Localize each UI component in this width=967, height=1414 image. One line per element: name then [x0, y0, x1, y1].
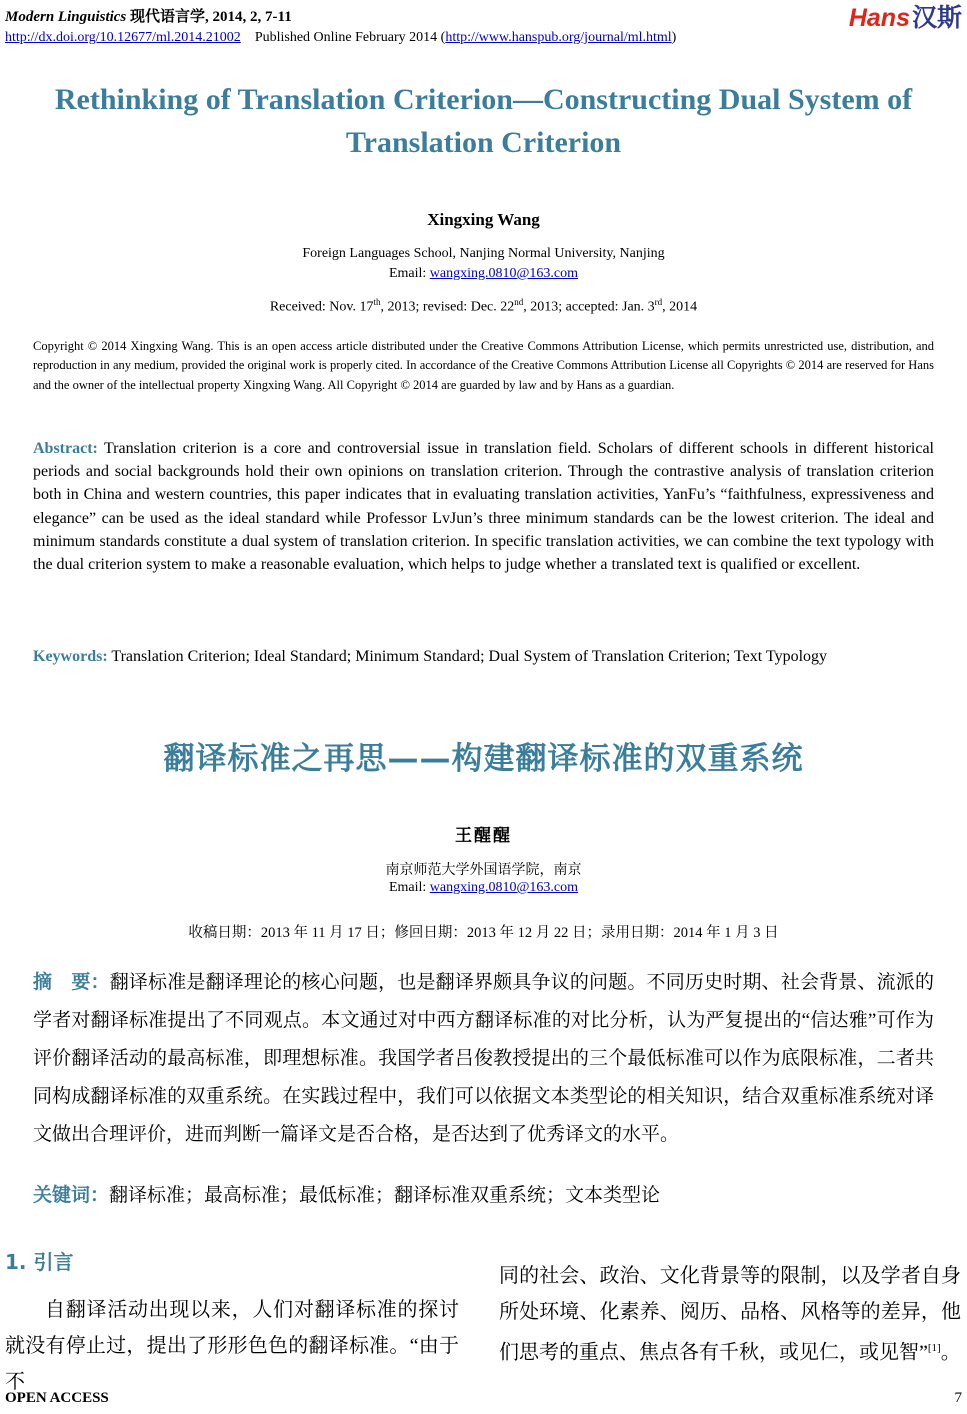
intro-right-text: 同的社会、政治、文化背景等的限制，以及学者自身所处环境、化素养、阅历、品格、风格等的差异，他们思考的重点、焦点各有千秋，或见仁，或见智” [499, 1265, 961, 1364]
page-number: 7 [954, 1390, 962, 1406]
journal-doi-line [5, 30, 676, 46]
affiliation-cn: 南京师范大学外国语学院，南京 [385, 863, 582, 878]
intro-paragraph-left-column: 自翻译活动出现以来，人们对翻译标准的探讨就没有停止过，提出了形形色色的翻译标准。“由于不 [5, 1299, 459, 1393]
doi-link[interactable]: http://dx.doi.org/10.12677/ml.2014.21002 [5, 30, 241, 45]
email-link-en[interactable]: wangxing.0810@163.com [429, 266, 579, 281]
published-text: Published Online February 2014 ( [254, 30, 446, 45]
email-line-cn [0, 880, 967, 896]
hans-logo [849, 5, 962, 31]
ordinal-suffix: nd [514, 297, 524, 307]
journal-header [5, 5, 962, 46]
keywords-label-en: Keywords: [33, 648, 108, 665]
abstract-cn [33, 963, 934, 1154]
keywords-label-cn: 关键词： [33, 1184, 110, 1206]
keywords-text-cn: 翻译标准；最高标准；最低标准；翻译标准双重系统；文本类型论 [109, 1185, 661, 1206]
email-label-cn: Email: [388, 880, 430, 895]
received-part: Received: Nov. 17 [269, 299, 374, 315]
intro-right-tail: 。 [940, 1341, 961, 1364]
received-dates-en [0, 297, 967, 316]
keywords-en [33, 645, 934, 668]
journal-issue-info: 现代语言学, 2014, 2, 7-11 [130, 9, 292, 25]
abstract-label-cn: 摘 要： [33, 971, 110, 993]
ordinal-suffix: th [373, 297, 381, 307]
journal-header-text [5, 5, 676, 46]
abstract-en [33, 437, 934, 576]
citation-ref-1: [1] [927, 1342, 941, 1354]
page-footer [5, 1390, 962, 1407]
intro-paragraph-right-column [499, 1258, 961, 1371]
author-name-cn: 王醒醒 [455, 826, 512, 846]
hans-logo-en-text: Hans [848, 4, 910, 32]
received-part: , 2013; revised: Dec. 22 [380, 299, 515, 315]
keywords-cn [33, 1180, 934, 1211]
affiliation-en: Foreign Languages School, Nanjing Normal University, Nanjing [302, 246, 665, 261]
hans-logo-cn-text: 汉斯 [911, 3, 962, 32]
journal-url-link[interactable]: http://www.hanspub.org/journal/ml.html [445, 30, 672, 45]
journal-title-line [5, 5, 676, 26]
received-part: , 2013; accepted: Jan. 3 [523, 299, 655, 315]
published-close-paren: ) [671, 30, 677, 45]
received-dates-cn: 收稿日期：2013 年 11 月 17 日；修回日期：2013 年 12 月 22 日；录用日期：2014 年 1 月 3 日 [188, 925, 779, 941]
abstract-text-en: Translation criterion is a core and controversial issue in translation field. Scholars of different schools in different historical periods and social backgrounds hold their own opinions on translation criterion. Through the contrastive analysis of translation criterion both in China and western countries, this paper indicates that in evaluating translation activities, YanFu’s “faithfulness, expressiveness and elegance” can be used as the ideal standard while Professor LvJun’s three minimum standards can be the lowest criterion. The ideal and minimum standards constitute a dual system of translation criterion. In specific translation activities, we can combine the text typology with the dual criterion system to make a reasonable evaluation, which helps to judge whether a translated text is qualified or excellent. [33, 440, 934, 574]
article-title-en: Rethinking of Translation Criterion—Constructing Dual System of Translation Criterion [54, 83, 913, 159]
article-title-cn: 翻译标准之再思——构建翻译标准的双重系统 [163, 741, 804, 777]
email-label-en: Email: [388, 266, 430, 281]
copyright-notice: Copyright © 2014 Xingxing Wang. This is an open access article distributed under the Creative Commons Attribution License, which permits unrestricted use, distribution, and reproduction in any medium, provided the original work is properly cited. In accordance of the Creative Commons Attribution License all Copyrights © 2014 are reserved for Hans and the owner of the intellectual property Xingxing Wang. All Copyright © 2014 are guarded by law and by Hans as a guardian. [33, 339, 934, 392]
email-line-en [0, 266, 967, 282]
open-access-label: OPEN ACCESS [5, 1390, 109, 1406]
keywords-text-en: Translation Criterion; Ideal Standard; Minimum Standard; Dual System of Translation Criterion; Text Typology [111, 648, 828, 665]
abstract-text-cn: 翻译标准是翻译理论的核心问题，也是翻译界颇具争议的问题。不同历史时期、社会背景、流派的学者对翻译标准提出了不同观点。本文通过对中西方翻译标准的对比分析，认为严复提出的“信达雅”可作为评价翻译活动的最高标准，即理想标准。我国学者吕俊教授提出的三个最低标准可以作为底限标准，二者共同构成翻译标准的双重系统。在实践过程中，我们可以依据文本类型论的相关知识，结合双重标准系统对译文做出合理评价，进而判断一篇译文是否合格，是否达到了优秀译文的水平。 [33, 972, 934, 1145]
abstract-label-en: Abstract: [33, 440, 98, 457]
email-link-cn[interactable]: wangxing.0810@163.com [429, 880, 579, 895]
section-1-heading: 1. 引言 [5, 1250, 74, 1274]
received-part: , 2014 [662, 299, 698, 315]
journal-title-en: Modern Linguistics [5, 9, 127, 25]
ordinal-suffix: rd [654, 297, 663, 307]
author-name-en: Xingxing Wang [427, 210, 540, 229]
